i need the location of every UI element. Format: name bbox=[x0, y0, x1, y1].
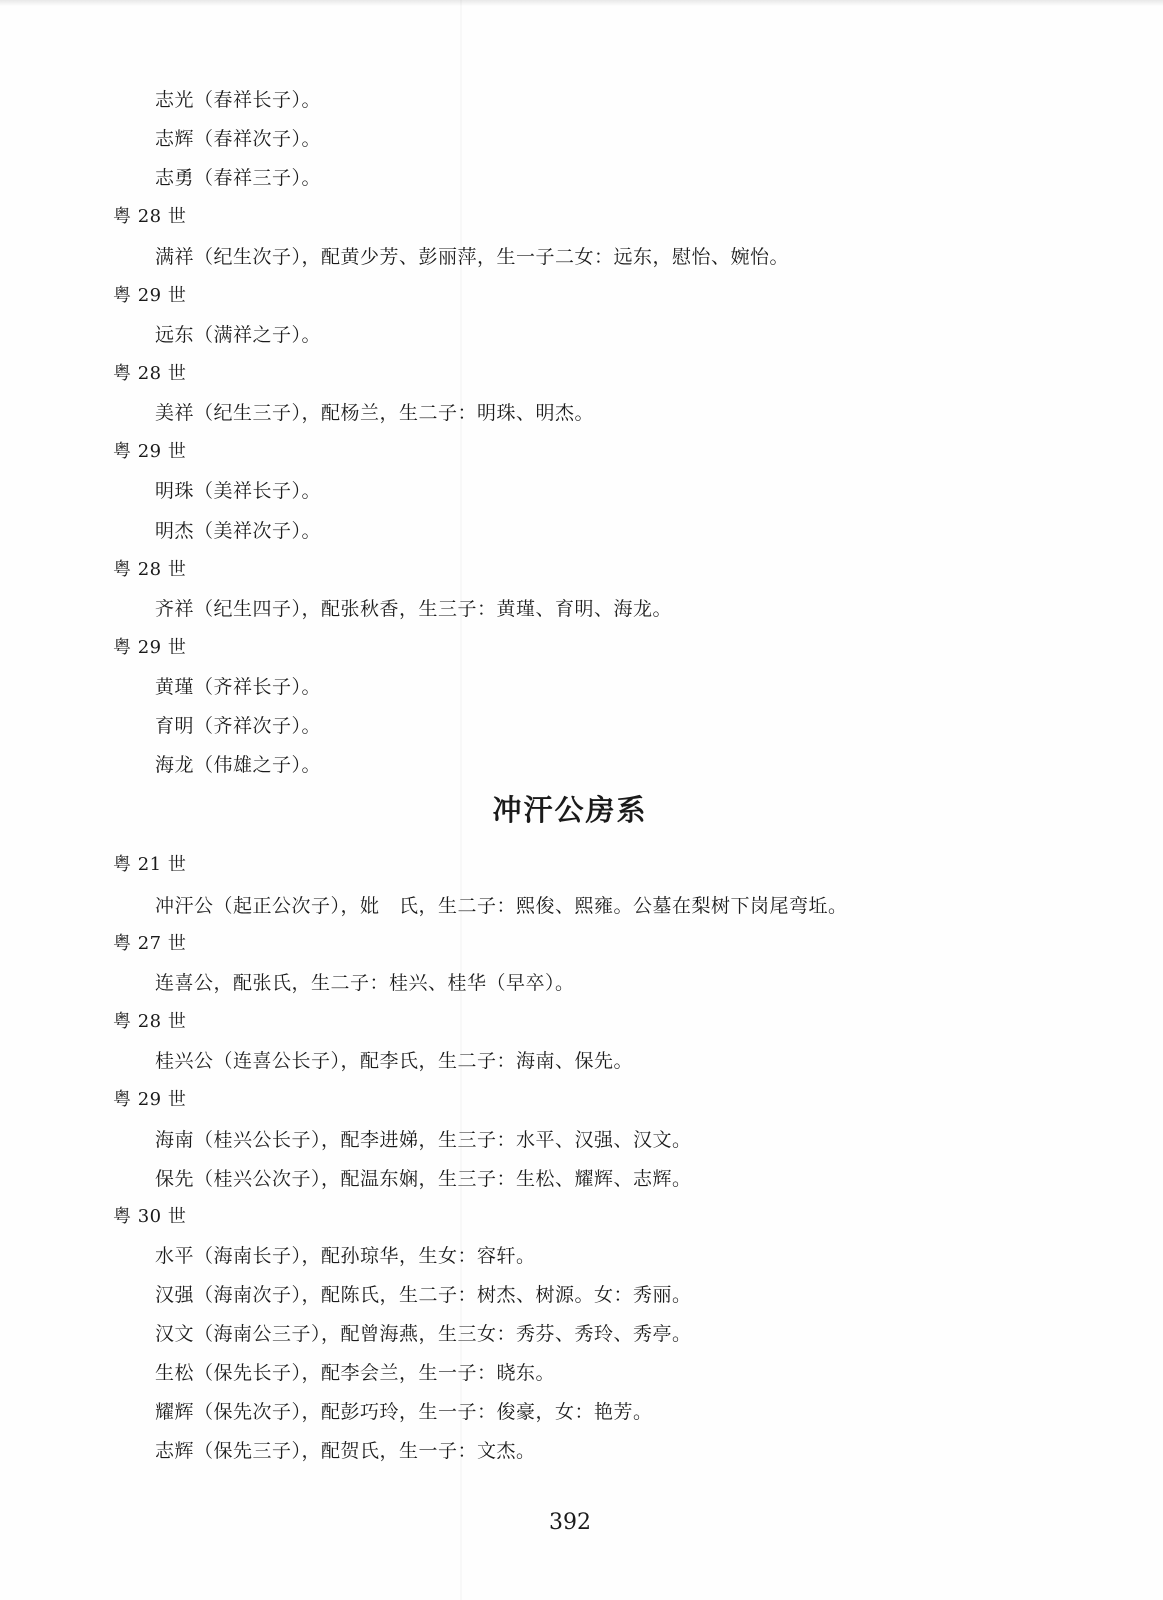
genealogy-entry: 明珠（美祥长子）。 bbox=[155, 480, 322, 502]
generation-heading: 粤 28 世 bbox=[113, 559, 187, 580]
genealogy-entry: 海南（桂兴公长子），配李进娣，生三子：水平、汉强、汉文。 bbox=[155, 1129, 692, 1151]
generation-heading: 粤 21 世 bbox=[113, 854, 187, 875]
genealogy-entry: 志光（春祥长子）。 bbox=[155, 89, 322, 111]
generation-heading: 粤 28 世 bbox=[113, 1011, 187, 1032]
generation-heading: 粤 27 世 bbox=[113, 933, 187, 954]
genealogy-entry: 汉强（海南次子），配陈氏，生二子：树杰、树源。女：秀丽。 bbox=[155, 1284, 692, 1306]
genealogy-entry: 远东（满祥之子）。 bbox=[155, 324, 322, 346]
genealogy-entry: 美祥（纪生三子），配杨兰，生二子：明珠、明杰。 bbox=[155, 402, 595, 424]
genealogy-entry: 桂兴公（连喜公长子），配李氏，生二子：海南、保先。 bbox=[155, 1050, 634, 1072]
genealogy-entry: 志辉（保先三子），配贺氏，生一子：文杰。 bbox=[155, 1440, 536, 1462]
genealogy-entry: 育明（齐祥次子）。 bbox=[155, 715, 322, 737]
generation-heading: 粤 29 世 bbox=[113, 1089, 187, 1110]
genealogy-entry: 志辉（春祥次子）。 bbox=[155, 128, 322, 150]
generation-heading: 粤 29 世 bbox=[113, 637, 187, 658]
genealogy-entry: 保先（桂兴公次子），配温东娴，生三子：生松、耀辉、志辉。 bbox=[155, 1168, 692, 1190]
genealogy-entry: 志勇（春祥三子）。 bbox=[155, 167, 322, 189]
generation-heading: 粤 29 世 bbox=[113, 285, 187, 306]
genealogy-entry: 海龙（伟雄之子）。 bbox=[155, 754, 322, 776]
genealogy-entry: 冲汗公（起正公次子），妣 氏，生二子：熙俊、熙雍。公墓在梨树下岗尾弯坵。 bbox=[155, 895, 848, 917]
generation-heading: 粤 30 世 bbox=[113, 1206, 187, 1227]
genealogy-entry: 齐祥（纪生四子），配张秋香，生三子：黄瑾、育明、海龙。 bbox=[155, 598, 673, 620]
generation-heading: 粤 28 世 bbox=[113, 206, 187, 227]
genealogy-entry: 汉文（海南公三子），配曾海燕，生三女：秀芬、秀玲、秀亭。 bbox=[155, 1323, 692, 1345]
section-title: 冲汗公房系 bbox=[492, 793, 648, 827]
genealogy-entry: 黄瑾（齐祥长子）。 bbox=[155, 676, 322, 698]
generation-heading: 粤 29 世 bbox=[113, 441, 187, 462]
genealogy-entry: 满祥（纪生次子），配黄少芳、彭丽萍，生一子二女：远东，慰怡、婉怡。 bbox=[155, 246, 790, 268]
genealogy-entry: 明杰（美祥次子）。 bbox=[155, 520, 322, 542]
page-number: 392 bbox=[549, 1510, 591, 1535]
genealogy-entry: 生松（保先长子），配李会兰，生一子：晓东。 bbox=[155, 1362, 556, 1384]
genealogy-entry: 耀辉（保先次子），配彭巧玲，生一子：俊豪，女：艳芳。 bbox=[155, 1401, 653, 1423]
genealogy-entry: 连喜公，配张氏，生二子：桂兴、桂华（早卒）。 bbox=[155, 972, 575, 994]
generation-heading: 粤 28 世 bbox=[113, 363, 187, 384]
genealogy-entry: 水平（海南长子），配孙琼华，生女：容轩。 bbox=[155, 1245, 536, 1267]
scan-edge bbox=[0, 0, 1163, 6]
